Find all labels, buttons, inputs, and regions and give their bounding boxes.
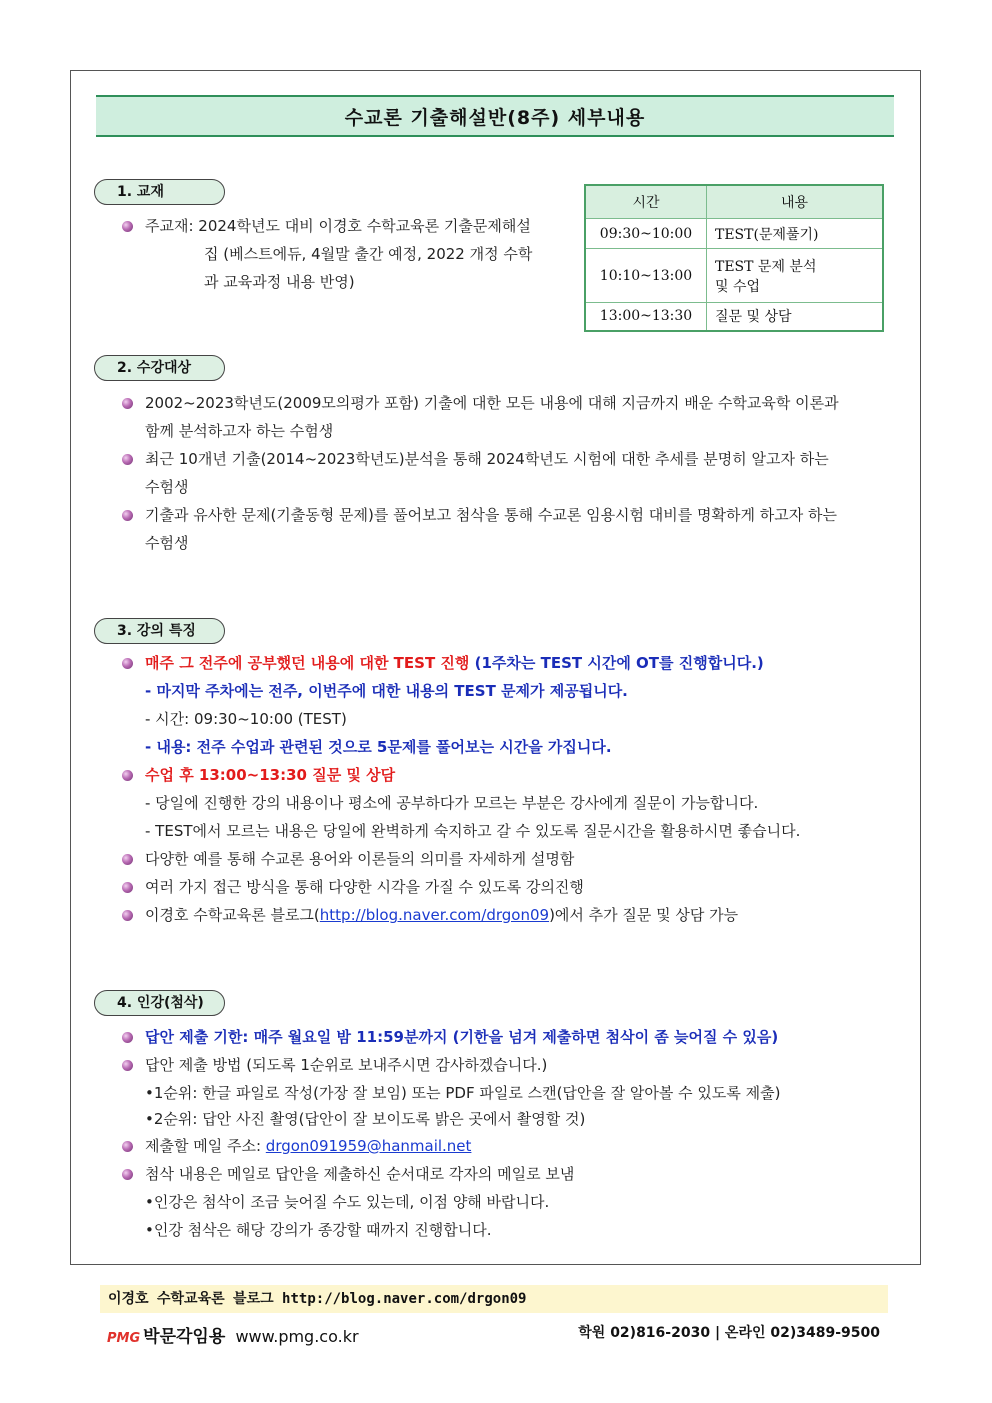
section-3-label: 3. 강의 특징 <box>94 618 225 644</box>
main-book-text-cont: 과 교육과정 내용 반영) <box>204 273 355 291</box>
blog-text-post: )에서 추가 질문 및 상담 가능 <box>549 906 739 924</box>
main-book-text-cont: 집 (베스트에듀, 4월말 출간 예정, 2022 개정 수학 <box>204 245 533 263</box>
schedule-content: 질문 및 상담 <box>707 303 884 331</box>
schedule-time: 13:00~13:30 <box>585 303 707 331</box>
feature-detail: - 당일에 진행한 강의 내용이나 평소에 공부하다가 모르는 부분은 강사에게 질문이 가능합니다. <box>145 794 759 812</box>
target-item: 기출과 유사한 문제(기출동형 문제)를 풀어보고 첨삭을 통해 수교론 임용시험 대비를 명확하게 하고자 하는 <box>145 506 837 524</box>
schedule-content: TEST(문제풀기) <box>707 219 884 249</box>
schedule-header-content: 내용 <box>707 185 884 219</box>
submit-method: 답안 제출 방법 (되도록 1순위로 보내주시면 감사하겠습니다.) <box>145 1056 548 1074</box>
schedule-time: 09:30~10:00 <box>585 219 707 249</box>
feature-detail: - 시간: 09:30~10:00 (TEST) <box>145 710 347 728</box>
email-label: 제출할 메일 주소: <box>145 1137 266 1155</box>
bullet-icon <box>122 854 133 865</box>
schedule-content <box>707 249 884 303</box>
bullet-icon <box>122 1060 133 1071</box>
bullet-icon <box>122 882 133 893</box>
feature-test-red: 매주 그 전주에 공부했던 내용에 대한 TEST 진행 <box>145 654 470 672</box>
feature-detail: - TEST에서 모르는 내용은 당일에 완벽하게 숙지하고 갈 수 있도록 질문시간을 활용하시면 좋습니다. <box>145 822 801 840</box>
bullet-icon <box>122 1141 133 1152</box>
bullet-icon <box>122 221 133 232</box>
bullet-icon <box>122 510 133 521</box>
feature-test-blue: (1주차는 TEST 시간에 OT를 진행합니다.) <box>469 654 764 672</box>
section-1-label: 1. 교재 <box>94 179 225 205</box>
feature-detail: - 내용: 전주 수업과 관련된 것으로 5문제를 풀어보는 시간을 가집니다. <box>145 738 612 756</box>
feedback-detail: •인강은 첨삭이 조금 늦어질 수도 있는데, 이점 양해 바랍니다. <box>145 1193 550 1211</box>
target-item-cont: 수험생 <box>145 534 189 552</box>
bullet-icon <box>122 1169 133 1180</box>
target-item-cont: 함께 분석하고자 하는 수험생 <box>145 422 334 440</box>
section-4-label: 4. 인강(첨삭) <box>94 990 225 1016</box>
main-book-text: 주교재: 2024학년도 대비 이경호 수학교육론 기출문제해설 <box>145 217 531 235</box>
blog-link[interactable]: http://blog.naver.com/drgon09 <box>319 906 550 924</box>
feature-blog <box>145 905 738 925</box>
submit-detail: •2순위: 답안 사진 촬영(답안이 잘 보이도록 밝은 곳에서 촬영할 것) <box>145 1110 586 1128</box>
feature-detail: - 마지막 주차에는 전주, 이번주에 대한 내용의 TEST 문제가 제공됩니다. <box>145 682 628 700</box>
bullet-icon <box>122 910 133 921</box>
schedule-header-row <box>585 185 883 219</box>
feature-qna: 수업 후 13:00~13:30 질문 및 상담 <box>145 766 396 784</box>
bullet-icon <box>122 658 133 669</box>
page-title: 수교론 기출해설반(8주) 세부내용 <box>96 95 894 137</box>
section-2-label: 2. 수강대상 <box>94 355 225 381</box>
bullet-icon <box>122 454 133 465</box>
brand-name: 박문각임용 <box>143 1327 226 1347</box>
schedule-content-line: 및 수업 <box>715 278 761 295</box>
feature-item: 여러 가지 접근 방식을 통해 다양한 시각을 가질 수 있도록 강의진행 <box>145 878 584 896</box>
schedule-time: 10:10~13:00 <box>585 249 707 303</box>
schedule-row <box>585 303 883 331</box>
schedule-content-line: TEST 문제 분석 <box>715 258 817 275</box>
schedule-row <box>585 219 883 249</box>
schedule-row <box>585 249 883 303</box>
bullet-icon <box>122 770 133 781</box>
schedule-header-time: 시간 <box>585 185 707 219</box>
bullet-icon <box>122 398 133 409</box>
feedback-text: 첨삭 내용은 메일로 답안을 제출하신 순서대로 각자의 메일로 보냄 <box>145 1165 575 1183</box>
email-line <box>145 1136 471 1156</box>
pmg-logo-icon: PMG <box>107 1331 141 1346</box>
email-link[interactable]: drgon091959@hanmail.net <box>265 1137 472 1155</box>
feature-test <box>145 653 764 673</box>
target-item-cont: 수험생 <box>145 478 189 496</box>
blog-text-pre: 이경호 수학교육론 블로그( <box>145 906 320 924</box>
footer-brand <box>107 1322 359 1347</box>
feedback-detail: •인강 첨삭은 해당 강의가 종강할 때까지 진행합니다. <box>145 1221 492 1239</box>
schedule-table <box>584 184 884 332</box>
target-item: 2002~2023학년도(2009모의평가 포함) 기출에 대한 모든 내용에 대해 지금까지 배운 수학교육학 이론과 <box>145 394 839 412</box>
feature-item: 다양한 예를 통해 수교론 용어와 이론들의 의미를 자세하게 설명함 <box>145 850 575 868</box>
footer-blog-band: 이경호 수학교육론 블로그 http://blog.naver.com/drgon09 <box>100 1285 888 1313</box>
site-url[interactable]: www.pmg.co.kr <box>235 1327 359 1346</box>
bullet-icon <box>122 1032 133 1043</box>
footer-contact: 학원 02)816-2030 | 온라인 02)3489-9500 <box>578 1325 880 1341</box>
submit-detail: •1순위: 한글 파일로 작성(가장 잘 보임) 또는 PDF 파일로 스캔(답안을 잘 알아볼 수 있도록 제출) <box>145 1084 781 1102</box>
deadline-text: 답안 제출 기한: 매주 월요일 밤 11:59분까지 (기한을 넘겨 제출하면 첨삭이 좀 늦어질 수 있음) <box>145 1028 779 1046</box>
target-item: 최근 10개년 기출(2014~2023학년도)분석을 통해 2024학년도 시험에 대한 추세를 분명히 알고자 하는 <box>145 450 829 468</box>
